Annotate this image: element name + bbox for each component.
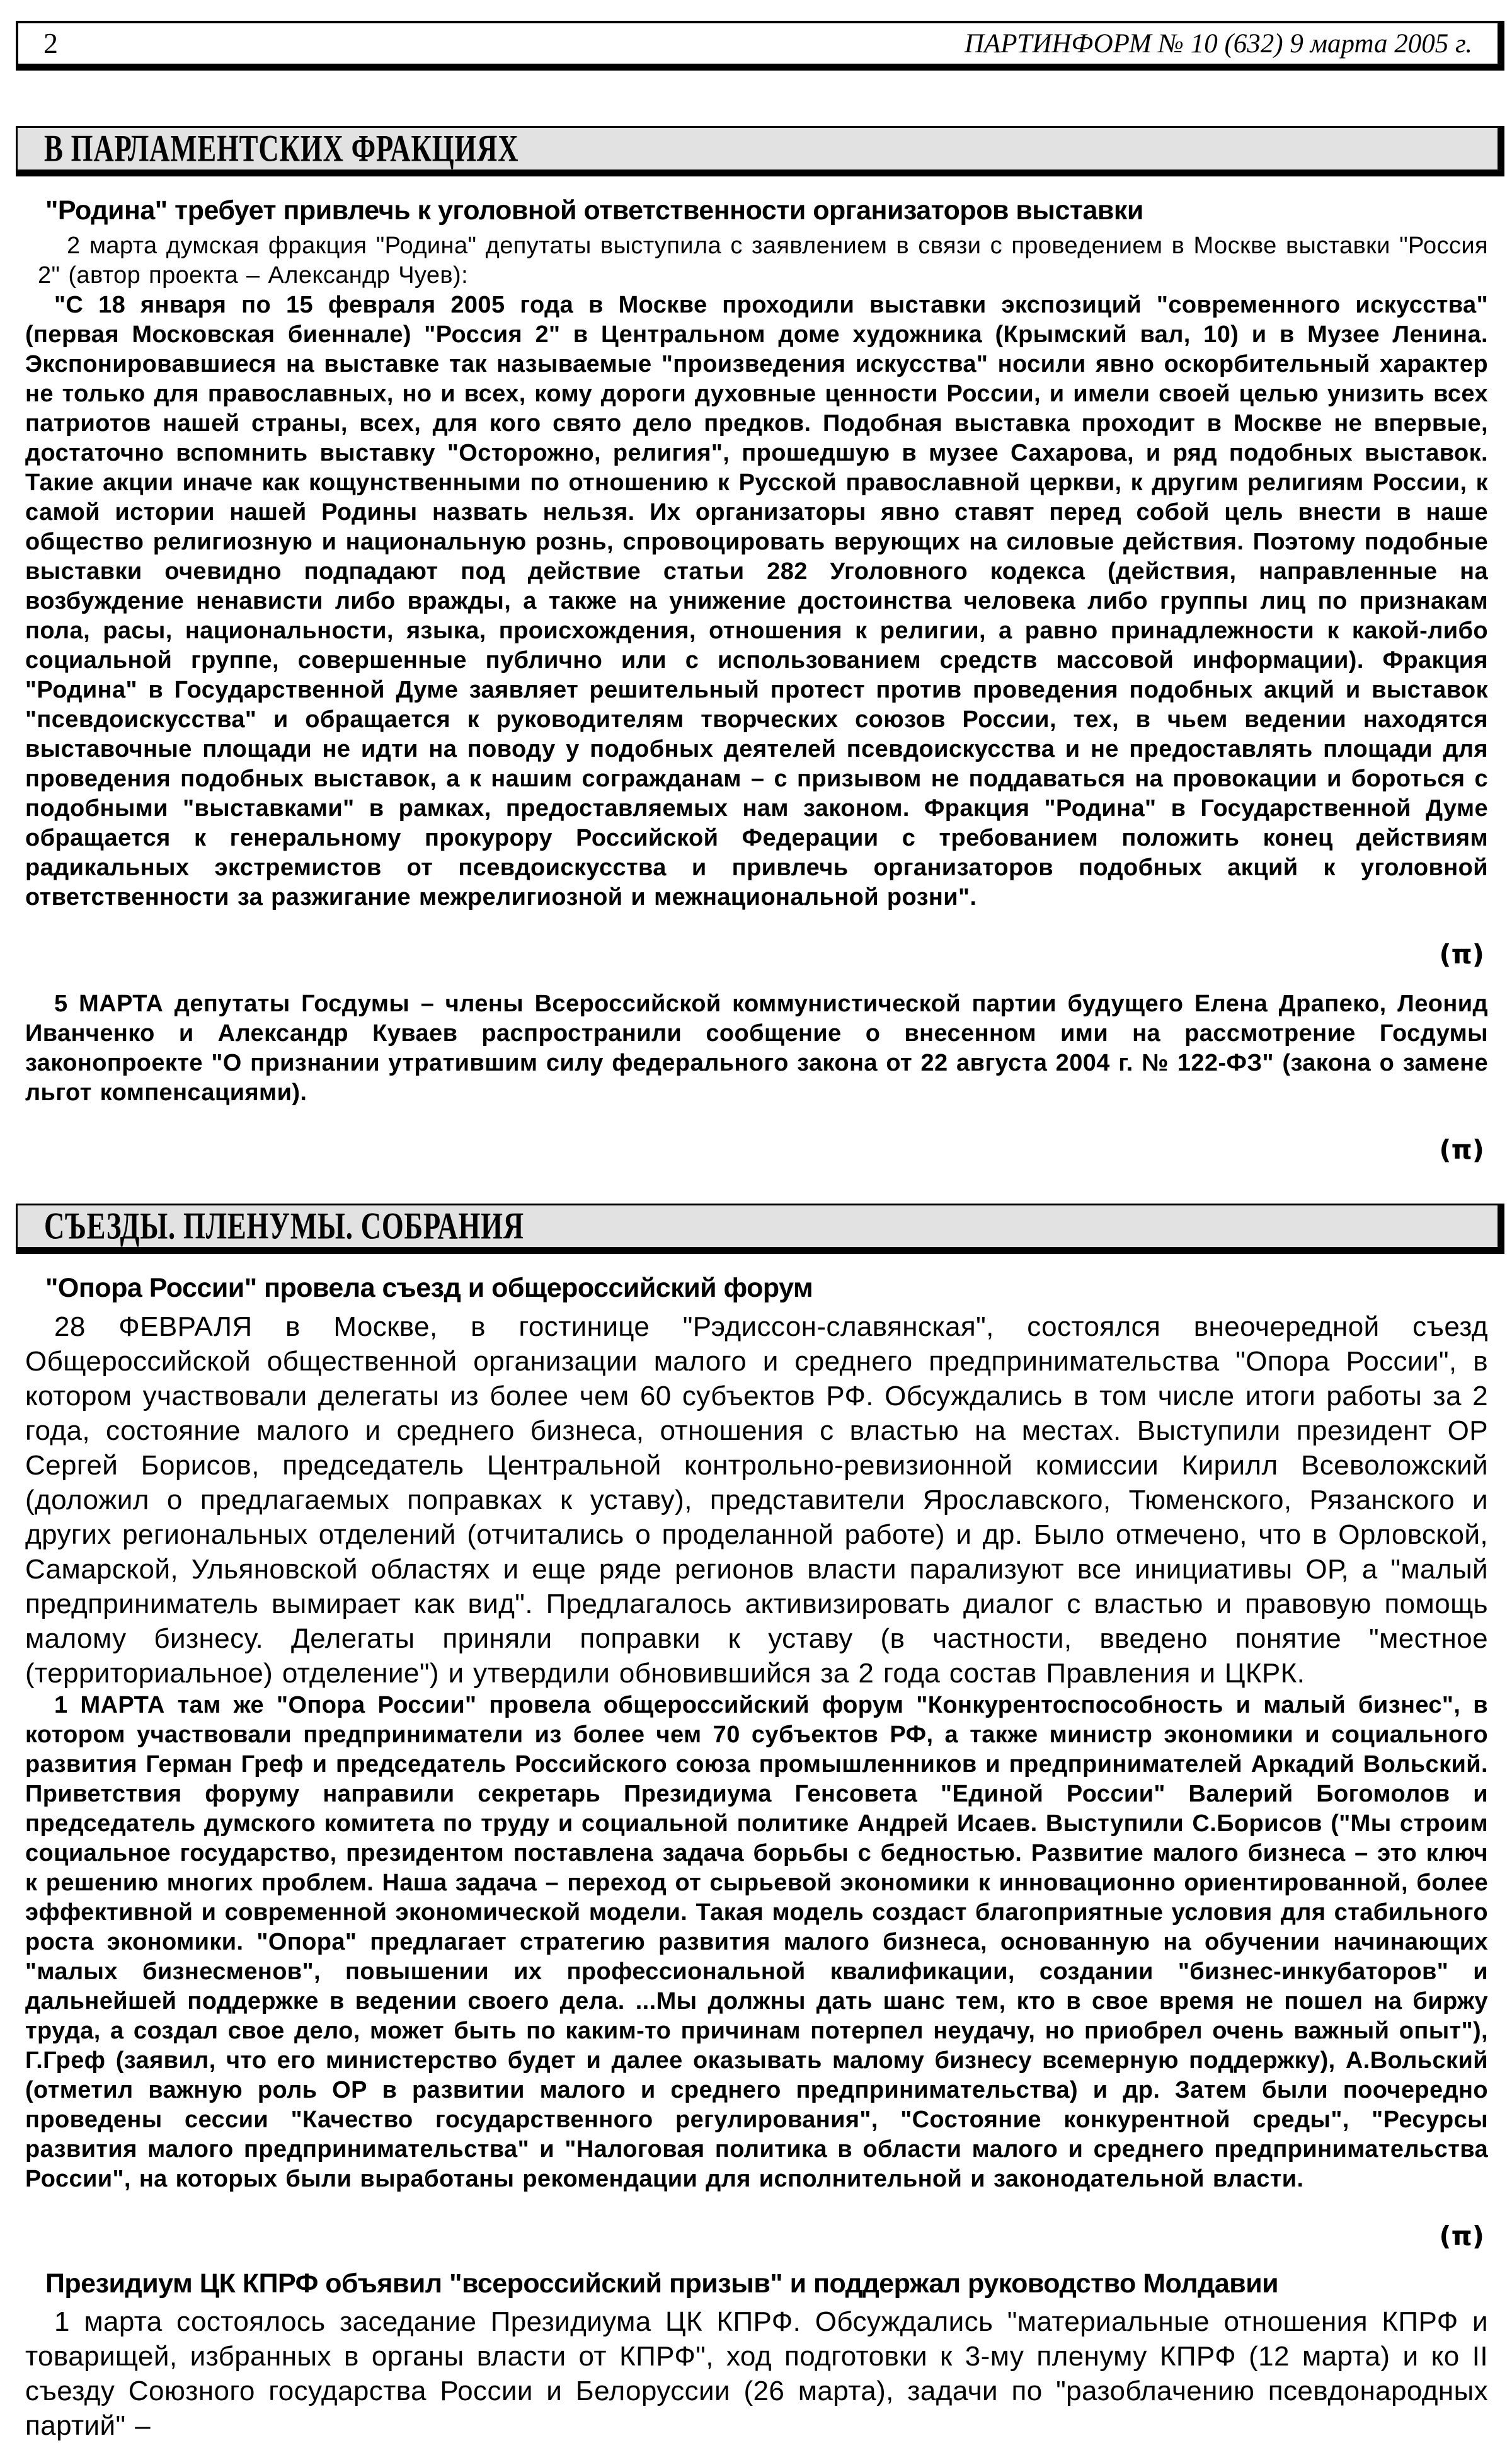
item-end-marker: (π) (1439, 1134, 1484, 1166)
section-content-congresses (25, 1273, 1488, 2443)
section-header-label: В ПАРЛАМЕНТСКИХ ФРАКЦИЯХ (44, 127, 519, 170)
page-number: 2 (43, 27, 58, 59)
section-header-parliament-factions (16, 126, 1504, 176)
article-paragraph: 1 марта состоялось заседание Президиума ЦК КПРФ. Обсуждались "материальные отношения КПРФ и товарищей, избранных в органы власти от КПРФ", ход подготовки к 3-му пленуму КПРФ (12 марта) и ко II съезду Союзного государства России и Белоруссии (26 марта), задачи по "разоблачению псевдонародных партий" – (25, 2306, 1488, 2442)
article-title-kprf-presidium: Президиум ЦК КПРФ объявил "всероссийский призыв" и поддержал руководство Молдавии (45, 2268, 1279, 2299)
article-title-opora-rossii: "Опора России" провела съезд и общероссийский форум (45, 1273, 813, 1304)
article-title-rodina: "Родина" требует привлечь к уголовной ответственности организаторов выставки (45, 195, 1143, 226)
article-paragraph: 28 ФЕВРАЛЯ в Москве, в гостинице "Рэдиссон-славянская", состоялся внеочередной съезд Общероссийской общественной организации малого и среднего предпринимательства "Опора России", в котором участвовали делегаты из более чем 60 субъектов РФ. Обсуждались в том числе итоги работы за 2 года, состояние малого и среднего бизнеса, отношения с властью на местах. Выступили президент ОР Сергей Борисов, председатель Центральной контрольно-ревизионной комиссии Кирилл Всеволожский (доложил о предлагаемых поправках к уставу), представители Ярославского, Тюменского, Рязанского и других региональных отделений (отчитались о проделанной работе) и др. Было отмечено, что в Орловской, Самарской, Ульяновской областях и еще ряде регионов власти парализуют все инициативы ОР, а "малый предприниматель вымирает как вид". Предлагалось активизировать диалог с властью и правовую помощь малому бизнесу. Делегаты приняли поправки к уставу (в частности, введено понятие "местное (территориальное) отделение") и утвердили обновившийся за 2 года состав Правления и ЦКРК. (25, 1311, 1488, 1689)
item-end-marker: (π) (1439, 2220, 1484, 2251)
section-header-label: СЪЕЗДЫ. ПЛЕНУМЫ. СОБРАНИЯ (44, 1205, 524, 1248)
article-lead-paragraph: 2 марта думская фракция "Родина" депутаты выступила с заявлением в связи с проведением в Москве выставки "Россия 2" (автор проекта – Александр Чуев): (38, 233, 1488, 289)
page-header (16, 21, 1504, 71)
news-item-5-marta: 5 МАРТА депутаты Госдумы – члены Всероссийской коммунистической партии будущего Елена Драпеко, Леонид Иванченко и Александр Куваев распространили сообщение о внесенном ими на рассмотрение Госдумы законопроекте "О признании утратившим силу федерального закона от 22 августа 2004 г. № 122-ФЗ" (закона о замене льгот компенсациями). (25, 991, 1488, 1107)
newsletter-page (0, 21, 1512, 2442)
item-end-marker: (π) (1439, 939, 1484, 970)
section-content-parliament (25, 195, 1488, 1166)
masthead-title: ПАРТИНФОРМ № 10 (632) 9 марта 2005 г. (964, 28, 1472, 59)
article-statement-paragraph: "С 18 января по 15 февраля 2005 года в Москве проходили выставки экспозиций "современного искусства" (первая Московская биеннале) "Россия 2" в Центральном доме художника (Крымский вал, 10) и в Музее Ленина. Экспонировавшиеся на выставке так называемые "произведения искусства" носили явно оскорбительный характер не только для православных, но и всех, кому дороги духовные ценности России, и имели своей целью унизить всех патриотов нашей страны, всех, для кого свято дело предков. Подобная выставка проходит в Москве не впервые, достаточно вспомнить выставку "Осторожно, религия", прошедшую в музее Сахарова, и ряд подобных выставок. Такие акции иначе как кощунственными по отношению к Русской православной церкви, к другим религиям России, к самой истории нашей Родины назвать нельзя. Их организаторы явно ставят перед собой цель внести в наше общество религиозную и национальную рознь, спровоцировать верующих на силовые действия. Поэтому подобные выставки очевидно подпадают под действие статьи 282 Уголовного кодекса (действия, направленные на возбуждение ненависти либо вражды, а также на унижение достоинства человека либо группы лиц по признакам пола, расы, национальности, языка, происхождения, отношения к религии, а равно принадлежности к какой-либо социальной группе, совершенные публично или с использованием средств массовой информации). Фракция "Родина" в Государственной Думе заявляет решительный протест против проведения подобных акций и выставок "псевдоискусства" и обращается к руководителям творческих союзов России, тех, в чьем ведении находятся выставочные площади не идти на поводу у подобных деятелей псевдоискусства и не предоставлять площади для проведения подобных выставок, а к нашим согражданам – с призывом не поддаваться на провокации и бороться с подобными "выставками" в рамках, предоставляемых нам законом. Фракция "Родина" в Государственной Думе обращается к генеральному прокурору Российской Федерации с требованием положить конец действиям радикальных экстремистов от псевдоискусства и привлечь организаторов подобных акций к уголовной ответственности за разжигание межрелигиозной и межнациональной розни". (25, 292, 1488, 911)
article-paragraph: 1 МАРТА там же "Опора России" провела общероссийский форум "Конкурентоспособность и малый бизнес", в котором участвовали предприниматели из более чем 70 субъектов РФ, а также министр экономики и социального развития Герман Греф и председатель Российского союза промышленников и предпринимателей Аркадий Вольский. Приветствия форуму направили секретарь Президиума Генсовета "Единой России" Валерий Богомолов и председатель думского комитета по труду и социальной политике Андрей Исаев. Выступили С.Борисов ("Мы строим социальное государство, президентом поставлена задача борьбы с бедностью. Развитие малого бизнеса – это ключ к решению многих проблем. Наша задача – переход от сырьевой экономики к инновационно ориентированной, более эффективной и современной экономической модели. Такая модель создаст благоприятные условия для стабильного роста экономики. "Опора" предлагает стратегию развития малого бизнеса, основанную на обучении начинающих "малых бизнесменов", повышении их профессиональной квалификации, создании "бизнес-инкубаторов" и дальнейшей поддержке в ведении своего дела. ...Мы должны дать шанс тем, кто в свое время не пошел на биржу труда, а создал свое дело, может быть по каким-то причинам потерпел неудачу, но приобрел очень важный опыт"), Г.Греф (заявил, что его министерство будет и далее оказывать малому бизнесу всемерную поддержку), А.Вольский (отметил важную роль ОР в развитии малого и среднего предпринимательства) и др. Затем были поочередно проведены сессии "Качество государственного регулирования", "Состояние конкурентной среды", "Ресурсы развития малого предпринимательства" и "Налоговая политика в области малого и среднего предпринимательства России", на которых были выработаны рекомендации для исполнительной и законодательной власти. (25, 1691, 1488, 2192)
section-header-congresses (16, 1204, 1504, 1254)
